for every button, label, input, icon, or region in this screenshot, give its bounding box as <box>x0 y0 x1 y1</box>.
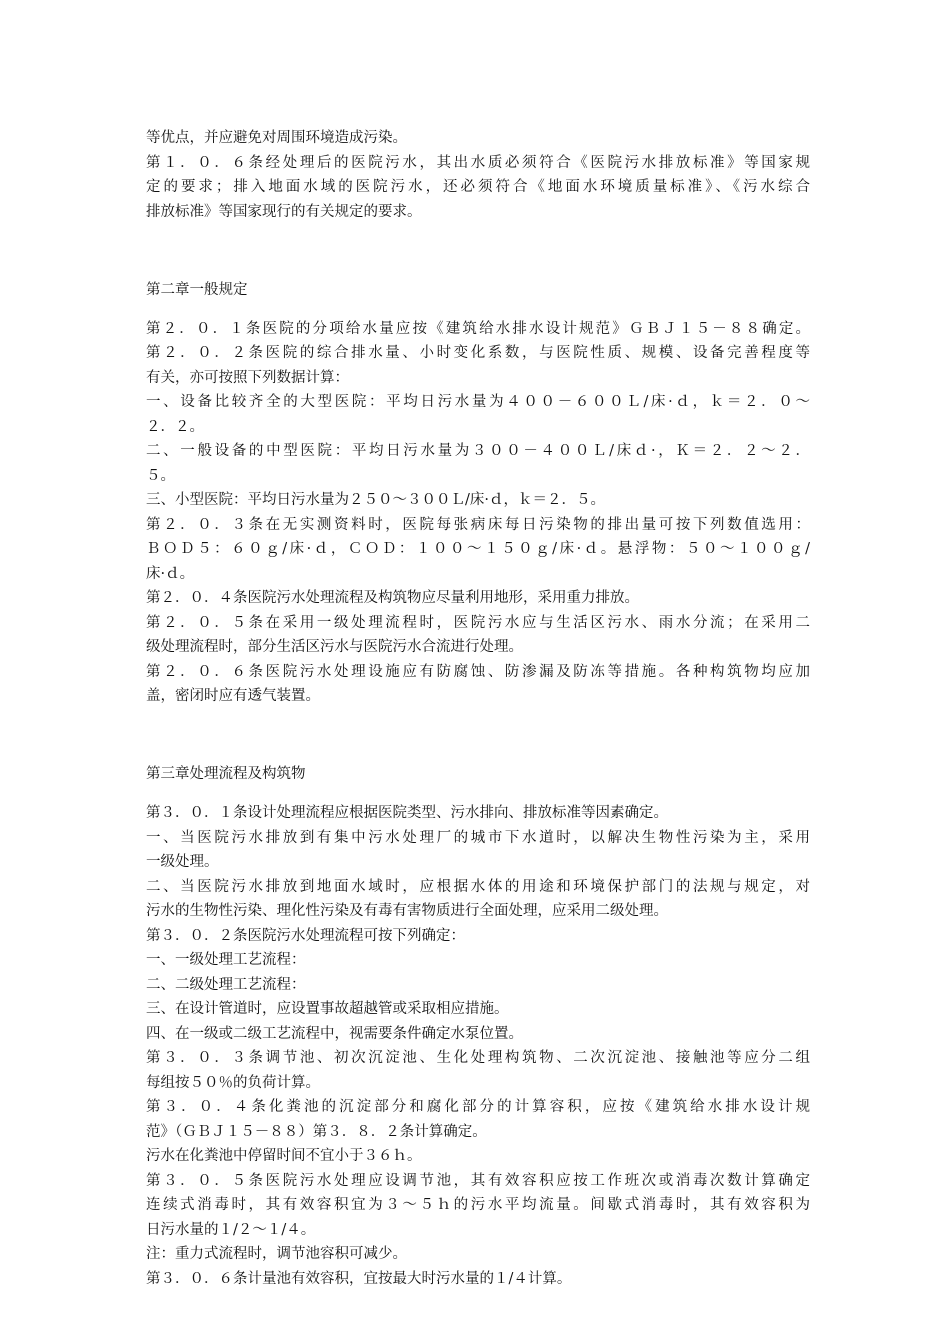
text-line: 有关，亦可按照下列数据计算： <box>146 369 349 386</box>
text-line: 一、一级处理工艺流程： <box>146 952 306 968</box>
text-line: 等优点，并应避免对周围环境造成污染。 <box>146 130 407 146</box>
text-line: 污水的生物性污染、理化性污染及有毒有害物质进行全面处理，应采用二级处理。 <box>146 903 668 919</box>
text-line: 二、二级处理工艺流程： <box>146 976 306 993</box>
text-line: 一、设备比较齐全的大型医院：平均日污水量为４００－６００Ｌ/床·ｄ，ｋ＝２．０～ <box>146 394 810 410</box>
blank-line <box>146 239 810 264</box>
text-line: 第２．０．２条医院的综合排水量、小时变化系数，与医院性质、规模、设备完善程度等 <box>146 345 810 361</box>
text-line: 第３．０．４条化粪池的沉淀部分和腐化部分的计算容积，应按《建筑给水排水设计规 <box>146 1099 810 1115</box>
text-line: 污水在化粪池中停留时间不宜小于３６ｈ。 <box>146 1148 422 1164</box>
document-page <box>146 126 810 1291</box>
text-line: 第２．０．１条医院的分项给水量应按《建筑给水排水设计规范》ＧＢＪ１５－８８确定。 <box>146 320 810 337</box>
text-line: 二、当医院污水排放到地面水域时，应根据水体的用途和环境保护部门的法规与规定，对 <box>146 878 810 895</box>
text-line: 第１．０．６条经处理后的医院污水，其出水质必须符合《医院污水排放标准》等国家规 <box>146 154 810 171</box>
blank-line <box>146 723 810 748</box>
text-line: 一、当医院污水排放到有集中污水处理厂的城市下水道时，以解决生物性污染为主，采用 <box>146 829 810 846</box>
text-line: 第３．０．１条设计处理流程应根据医院类型、污水排向、排放标准等因素确定。 <box>146 805 668 821</box>
text-line: 排放标准》等国家现行的有关规定的要求。 <box>146 203 422 220</box>
text-line: 第３．０．５条医院污水处理应设调节池，其有效容积应按工作班次或消毒次数计算确定 <box>146 1172 810 1189</box>
text-line: 注：重力式流程时，调节池容积可减少。 <box>146 1246 407 1262</box>
text-line: 三、小型医院：平均日污水量为２５０～３００Ｌ/床·ｄ，ｋ＝２．５。 <box>146 492 605 508</box>
text-line: 级处理流程时，部分生活区污水与医院污水合流进行处理。 <box>146 639 523 655</box>
text-line: ＢＯＤ５：６０ｇ/床·ｄ，ＣＯＤ：１００～１５０ｇ/床·ｄ。悬浮物：５０～１００ｇ/ <box>146 541 810 557</box>
text-line: 盖，密闭时应有透气装置。 <box>146 688 320 704</box>
text-line: 第３．０．６条计量池有效容积，宜按最大时污水量的１/４计算。 <box>146 1270 572 1287</box>
text-line: 第２．０．６条医院污水处理设施应有防腐蚀、防渗漏及防冻等措施。各种构筑物均应加 <box>146 663 810 680</box>
text-line: 第３．０．２条医院污水处理流程可按下列确定： <box>146 927 465 944</box>
text-line: 四、在一级或二级工艺流程中，视需要条件确定水泵位置。 <box>146 1025 523 1042</box>
text-line: 范》（ＧＢＪ１５－８８）第３．８．２条计算确定。 <box>146 1123 487 1140</box>
text-line: 一级处理。 <box>146 854 219 870</box>
text-line: 每组按５０％的负荷计算。 <box>146 1074 320 1091</box>
text-line: 二、一般设备的中型医院：平均日污水量为３００－４００Ｌ/床ｄ·，Ｋ＝２．２～２． <box>146 443 810 459</box>
chapter-heading: 第二章一般规定 <box>146 281 248 298</box>
text-line: 床·ｄ。 <box>146 565 195 582</box>
text-line: 连续式消毒时，其有效容积宜为３～５ｈ的污水平均流量。间歇式消毒时，其有效容积为 <box>146 1197 810 1213</box>
chapter-heading: 第三章处理流程及构筑物 <box>146 766 306 782</box>
text-line: 三、在设计管道时，应设置事故超越管或采取相应措施。 <box>146 1001 509 1017</box>
text-line: 日污水量的１/２～１/４。 <box>146 1221 316 1238</box>
text-line: 第２．０．５条在采用一级处理流程时，医院污水应与生活区污水、雨水分流；在采用二 <box>146 614 810 631</box>
text-line: 定的要求；排入地面水域的医院污水，还必须符合《地面水环境质量标准》、《污水综合 <box>146 179 810 195</box>
text-line: ５。 <box>146 467 175 484</box>
text-line: 第２．０．３条在无实测资料时，医院每张病床每日污染物的排出量可按下列数值选用： <box>146 516 810 533</box>
text-line: 第３．０．３条调节池、初次沉淀池、生化处理构筑物、二次沉淀池、接触池等应分二组 <box>146 1050 810 1066</box>
text-line: 第２．０．４条医院污水处理流程及构筑物应尽量利用地形，采用重力排放。 <box>146 590 639 606</box>
text-line: ２．２。 <box>146 418 204 435</box>
